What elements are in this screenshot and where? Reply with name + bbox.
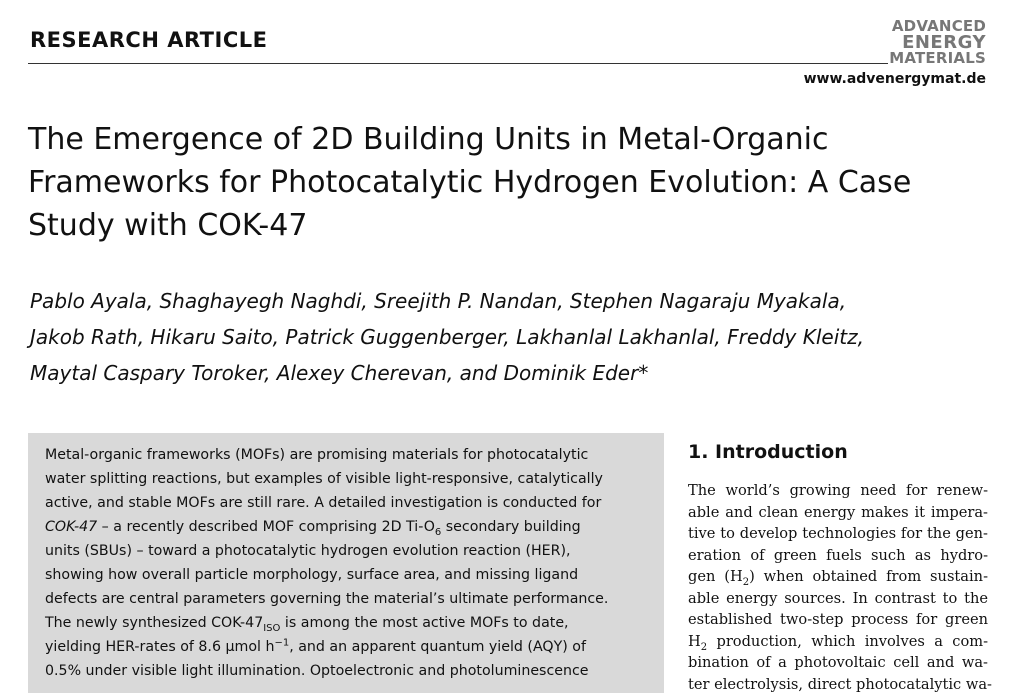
abstract-line: showing how overall particle morphology, surface area, and missing ligand — [45, 563, 657, 587]
intro-line: The world’s growing need for renew- — [688, 480, 988, 502]
article-title: The Emergence of 2D Building Units in Metal-Organic Frameworks for Photocatalytic Hydrogen Evolution: A Case Study with COK-47 — [28, 118, 988, 247]
journal-logo-line1: ADVANCED — [880, 19, 986, 34]
intro-line: eration of green fuels such as hydro- — [688, 545, 988, 567]
abstract-line: water splitting reactions, but examples of visible light-responsive, catalytically — [45, 467, 657, 491]
abstract-mof-name: COK-47 — [45, 519, 97, 535]
introduction-body — [688, 480, 988, 695]
abstract-line: yielding HER-rates of 8.6 µmol $h^{-1}$, and an apparent quantum yield (AQY) of — [45, 635, 657, 659]
journal-logo-line2: ENERGY — [880, 34, 986, 51]
author-line: Pablo Ayala, Shaghayegh Naghdi, Sreejith P. Nandan, Stephen Nagaraju Myakala, — [30, 283, 990, 319]
author-line: Jakob Rath, Hikaru Saito, Patrick Guggenberger, Lakhanlal Lakhanlal, Freddy Kleitz, — [30, 319, 990, 355]
abstract-line: defects are central parameters governing the material’s ultimate performance. — [45, 587, 657, 611]
header-divider — [28, 63, 888, 64]
journal-logo-line3: MATERIALS — [880, 51, 986, 66]
section-label: RESEARCH ARTICLE — [30, 28, 267, 52]
intro-line: able energy sources. In contrast to the — [688, 588, 988, 610]
author-line: Maytal Caspary Toroker, Alexey Cherevan, and Dominik Eder* — [30, 355, 990, 391]
intro-line: established two-step process for green — [688, 609, 988, 631]
intro-line: ter electrolysis, direct photocatalytic wa- — [688, 674, 988, 695]
abstract-line: COK-47 – a recently described MOF comprising 2D $Ti-O_6$ secondary building — [45, 515, 657, 539]
abstract-line: The newly synthesized COK-$47_{ISO}$ is among the most active MOFs to date, — [45, 611, 657, 635]
intro-line: bination of a photovoltaic cell and wa- — [688, 652, 988, 674]
abstract-line: units (SBUs) – toward a photocatalytic hydrogen evolution reaction (HER), — [45, 539, 657, 563]
intro-line: $H_2$ production, which involves a com- — [688, 631, 988, 653]
author-list — [30, 283, 990, 391]
abstract-line: active, and stable MOFs are still rare. A detailed investigation is conducted for — [45, 491, 657, 515]
abstract-text — [45, 443, 657, 683]
journal-logo — [880, 19, 986, 66]
intro-line: able and clean energy makes it impera- — [688, 502, 988, 524]
abstract-line: 0.5% under visible light illumination. Optoelectronic and photoluminescence — [45, 659, 657, 683]
intro-line: tive to develop technologies for the gen- — [688, 523, 988, 545]
abstract-line: Metal-organic frameworks (MOFs) are promising materials for photocatalytic — [45, 443, 657, 467]
journal-url-link[interactable]: www.advenergymat.de — [804, 71, 986, 87]
intro-line: gen $(H_2)$ when obtained from sustain- — [688, 566, 988, 588]
introduction-heading: 1. Introduction — [688, 441, 848, 463]
abstract-box — [28, 433, 664, 693]
